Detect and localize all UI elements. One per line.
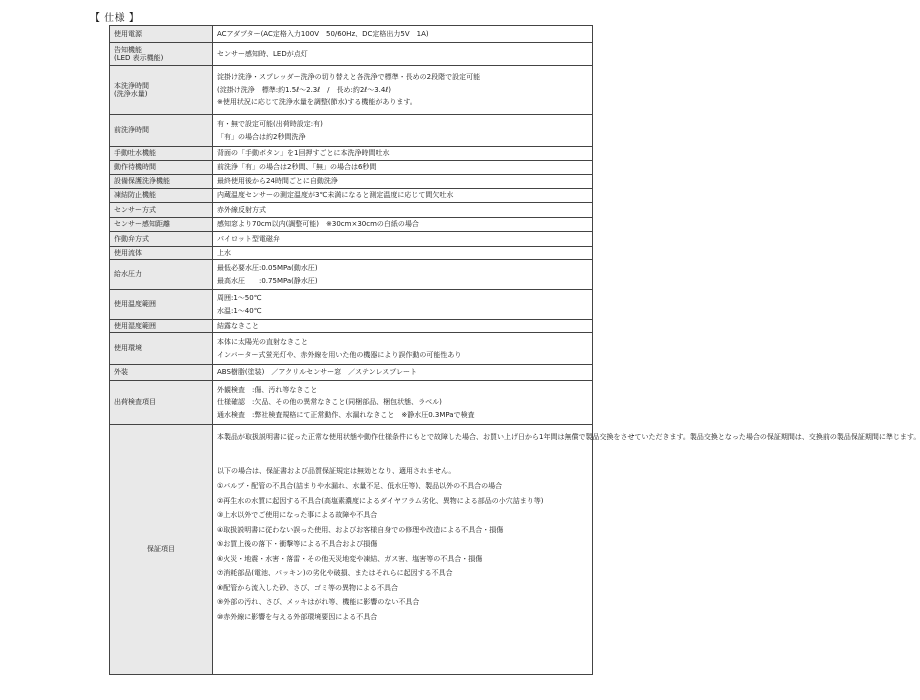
spec-value [213,66,593,115]
spec-label [110,381,213,425]
spec-table [109,25,920,675]
spec-label-text: 使用流体 [114,248,142,257]
spec-label-text: 使用環境 [114,344,142,353]
spec-label-text: センサー感知距離 [114,220,170,229]
spec-label-text: 出荷検査項目 [114,398,156,407]
spec-value-line: 「有」の場合は約2秒間洗浄 [217,132,306,141]
spec-value [213,320,593,333]
spec-label-text: センサー方式 [114,205,156,214]
spec-row [110,147,593,161]
spec-label [110,218,213,232]
warranty-label: 保証項目 [110,425,213,675]
spec-value-line: パイロット型電磁弁 [217,234,280,243]
warranty-exclusion-item: ⑩赤外線に影響を与える外部環境要因による不具合 [217,612,378,621]
spec-value-line: 最低必要水圧:0.05MPa(動水圧) [217,264,318,273]
spec-label-text: 使用湿度範囲 [114,321,156,330]
warranty-exclusion-item: ②再生水の水質に起因する不具合(高塩素濃度によるダイヤフラム劣化、異物による部品の小穴詰まり等) [217,496,544,505]
spec-row [110,26,593,43]
spec-row [110,175,593,189]
spec-value [213,218,593,232]
spec-label-text: 作動弁方式 [114,234,149,243]
spec-value-line: 感知窓より70cm以内(調整可能) ※30cm×30cmの白紙の場合 [217,220,419,229]
page-title: 【 仕様 】 [90,13,140,24]
spec-value-line: 内蔵温度センサーの測定温度が3℃未満になると測定温度に応じて間欠吐水 [217,191,454,200]
spec-value-line: 最高水圧 :0.75MPa(静水圧) [217,276,318,285]
spec-label [110,247,213,260]
spec-value-line: 最終使用後から24時間ごとに自動洗浄 [217,177,338,186]
spec-value [213,26,593,43]
spec-value [213,381,593,425]
warranty-exclusion-item: ⑥火災・地震・水害・落雷・その他天災地変や凍結、ガス害、塩害等の不具合・損傷 [217,554,483,563]
spec-row [110,203,593,218]
spec-row [110,290,593,320]
spec-row [110,333,593,365]
warranty-exclusion-item: ⑧配管から流入した砂、さび、ゴミ等の異物による不具合 [217,583,398,592]
spec-label [110,232,213,247]
spec-value-line: 本体に太陽光の直射なきこと [217,338,308,347]
spec-value-line: 周囲:1～50℃ [217,294,262,303]
spec-value-line: センサー感知時、LEDが点灯 [217,49,308,58]
warranty-exclusion-item: ⑨外部の汚れ、さび、メッキはがれ等、機能に影響のない不具合 [217,598,420,606]
spec-row [110,260,593,290]
spec-label [110,333,213,365]
spec-label [110,175,213,189]
spec-label-text: 使用電源 [114,29,142,38]
spec-value-line: 外観検査 :傷、汚れ等なきこと [217,385,318,394]
spec-label [110,161,213,175]
spec-value-line: ABS樹脂(塗装) ／アクリルセンサー窓 ／ステンレスプレート [217,368,418,377]
spec-row [110,320,593,333]
spec-label-text: 給水圧力 [114,270,142,279]
spec-value [213,260,593,290]
spec-label-text: 使用温度範囲 [114,300,156,309]
spec-value-line: 背面の「手動ボタン」を1回押すごとに本洗浄時間吐水 [217,149,390,158]
spec-label [110,189,213,203]
spec-value [213,175,593,189]
spec-row [110,381,593,425]
warranty-exclusion-item: ⑤お買上後の落下・衝撃等による不具合および損傷 [217,540,378,548]
spec-value [213,290,593,320]
spec-value [213,43,593,66]
spec-value [213,365,593,381]
spec-label-text: 外装 [114,368,128,377]
spec-label [110,260,213,290]
spec-row [110,365,593,381]
spec-row [110,115,593,147]
spec-row [110,161,593,175]
spec-label-text: (洗浄水量) [114,90,148,98]
warranty-exclusion-item: ①バルブ・配管の不具合(詰まりや水漏れ、水量不足、低水圧等)、製品以外の不具合の場合 [217,482,503,490]
spacer [217,445,588,463]
spec-row [110,43,593,66]
spec-label-text: 前洗浄時間 [114,126,149,135]
spec-value-line: 水温:1～40℃ [217,306,262,315]
spec-value-line: 上水 [217,248,231,257]
spec-label [110,365,213,381]
spec-value [213,189,593,203]
spec-value [213,333,593,365]
spec-label [110,203,213,218]
spec-value-line: インバーター式蛍光灯や、赤外線を用いた他の機器により誤作動の可能性あり [217,350,462,359]
spec-value [213,147,593,161]
warranty-exclusion-item: ③上水以外でご使用になった事による故障や不具合 [217,511,378,519]
spec-value-line: 有・無で設定可能(出荷時設定:有) [217,120,323,129]
spec-label [110,147,213,161]
spec-label [110,26,213,43]
spec-label [110,290,213,320]
spec-row [110,218,593,232]
spec-label-text: 設備保護洗浄機能 [114,177,170,186]
warranty-row [110,425,593,675]
spec-value [213,203,593,218]
spec-row [110,66,593,115]
warranty-content [213,425,920,675]
spec-value [213,161,593,175]
spec-label-text: (LED 表示機能) [114,54,164,62]
spec-value [213,232,593,247]
warranty-intro: 本製品が取扱説明書に従った正常な使用状態や動作仕様条件にもとで故障した場合、お買い上げ日から1年間は無償で製品交換をさせていただきます。製品交換となった場合の保証期間は、交換前の製品保証期間に準じます。 [217,433,920,441]
spec-label-text: 本洗浄時間 [114,81,149,90]
spec-value-line: ACアダプター(AC定格入力100V 50/60Hz、DC定格出力5V 1A) [217,29,429,38]
spec-label-text: 告知機能 [114,45,142,54]
spec-label-text: 動作待機時間 [114,163,156,172]
warranty-lead: 以下の場合は、保証書および品質保証規定は無効となり、適用されません。 [217,467,456,475]
spec-label [110,43,213,66]
warranty-exclusion-item: ④取扱説明書に従わない誤った使用、およびお客様自身での修理や改造による不具合・損傷 [217,525,504,534]
spec-label-text: 凍結防止機能 [114,191,156,200]
spec-value-line: 仕様確認 :欠品、その他の異常なきこと(同梱部品、梱包状態、ラベル) [217,398,442,407]
spec-label [110,115,213,147]
spec-value-line: 前洗浄「有」の場合は2秒間、「無」の場合は6秒間 [217,163,377,172]
spec-value-line: ※使用状況に応じて洗浄水量を調整(節水)する機能があります。 [217,98,417,107]
spec-value [213,247,593,260]
warranty-exclusion-item: ⑦消耗部品(電池、パッキン)の劣化や破損、またはそれらに起因する不具合 [217,569,453,577]
spec-value-line: (淀掛け洗浄 標準:約1.5ℓ～2.3ℓ / 長め:約2ℓ～3.4ℓ) [217,85,391,94]
spec-row [110,247,593,260]
spec-value-line: 赤外線反射方式 [217,205,266,214]
spec-value [213,115,593,147]
spec-label [110,66,213,115]
spec-table-body [110,26,920,675]
spec-row [110,189,593,203]
spec-value-line: 通水検査 :弊社検査規格にて正常動作、水漏れなきこと ※静水圧0.3MPaで検査 [217,410,475,419]
spec-value-line: 淀掛け洗浄・スプレッダー洗浄の切り替えと各洗浄で標準・長めの2段階で設定可能 [217,73,481,82]
spec-row [110,232,593,247]
spec-value-line: 結露なきこと [217,321,259,330]
spec-label-text: 手動吐水機能 [114,149,156,158]
spec-label [110,320,213,333]
